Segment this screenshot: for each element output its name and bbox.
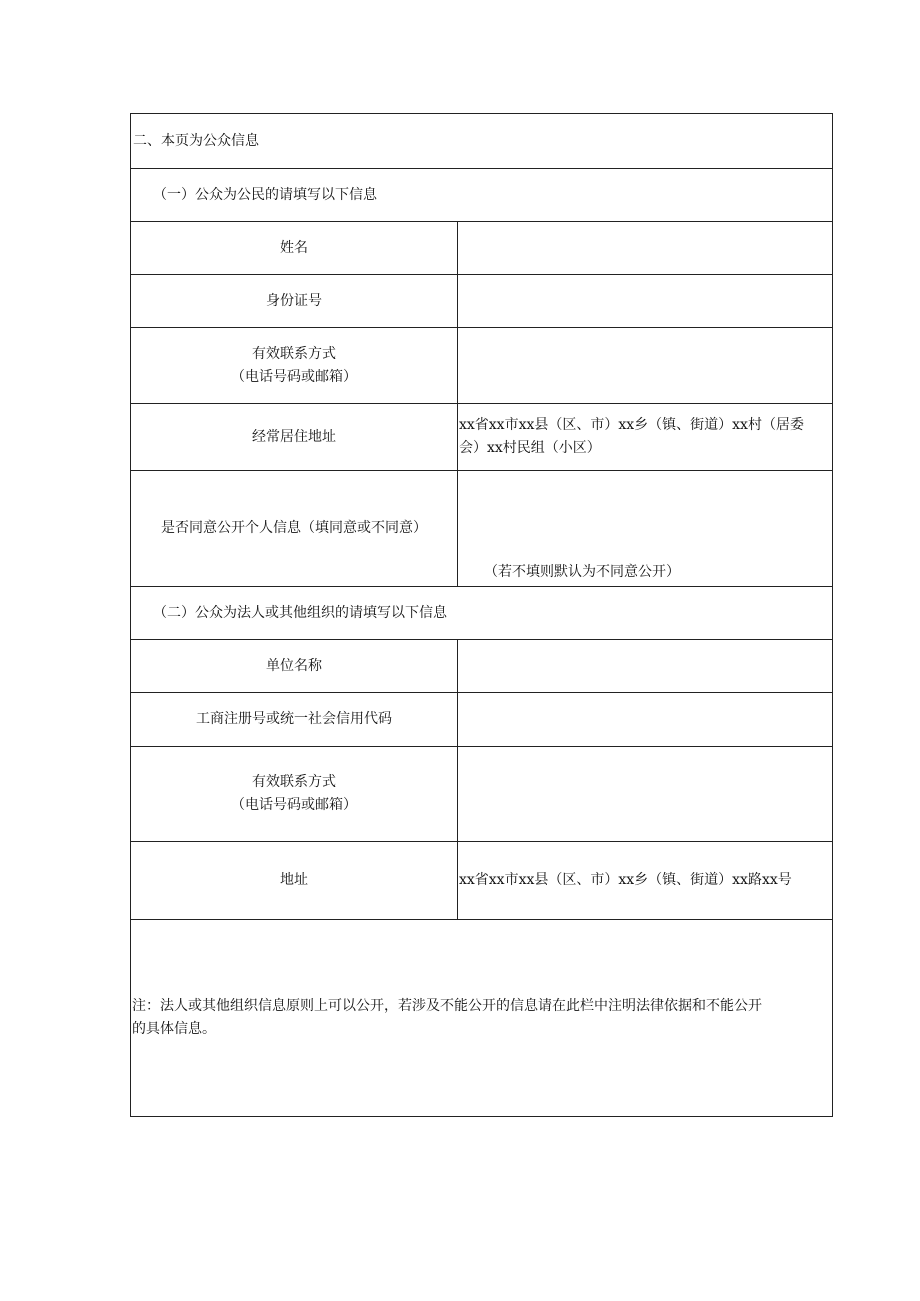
org-reg-label: 工商注册号或统一社会信用代码 xyxy=(131,693,458,747)
org-contact-row xyxy=(131,747,833,842)
org-contact-label xyxy=(131,747,458,842)
citizen-consent-hint: （若不填则默认为不同意公开） xyxy=(484,564,680,580)
citizen-consent-label: 是否同意公开个人信息（填同意或不同意） xyxy=(131,471,458,587)
citizen-consent-row xyxy=(131,471,833,587)
org-reg-row xyxy=(131,693,833,747)
citizen-address-row xyxy=(131,404,833,471)
citizen-contact-field[interactable] xyxy=(458,328,833,404)
section-title-row xyxy=(131,114,833,169)
citizen-heading-row xyxy=(131,169,833,222)
note-field[interactable] xyxy=(131,920,833,1117)
citizen-consent-field[interactable] xyxy=(458,471,833,587)
org-contact-label-line2: （电话号码或邮箱） xyxy=(231,797,357,813)
note-row xyxy=(131,920,833,1117)
citizen-address-value-line1: xx省xx市xx县（区、市）xx乡（镇、街道）xx村（居委 xyxy=(459,417,804,433)
citizen-id-field[interactable] xyxy=(458,275,833,328)
org-unit-field[interactable] xyxy=(458,640,833,693)
org-contact-label-line1: 有效联系方式 xyxy=(252,774,336,790)
citizen-name-row xyxy=(131,222,833,275)
citizen-address-value-line2: 会）xx村民组（小区） xyxy=(459,440,601,456)
citizen-id-row xyxy=(131,275,833,328)
org-address-field[interactable] xyxy=(458,842,833,920)
citizen-contact-label-line1: 有效联系方式 xyxy=(252,345,336,362)
org-heading: （二）公众为法人或其他组织的请填写以下信息 xyxy=(131,587,833,640)
citizen-address-field[interactable] xyxy=(458,404,833,471)
section-title: 二、本页为公众信息 xyxy=(131,114,833,169)
org-contact-field[interactable] xyxy=(458,747,833,842)
org-reg-field[interactable] xyxy=(458,693,833,747)
citizen-heading: （一）公众为公民的请填写以下信息 xyxy=(131,169,833,222)
org-unit-label: 单位名称 xyxy=(131,640,458,693)
note-line1: 注：法人或其他组织信息原则上可以公开，若涉及不能公开的信息请在此栏中注明法律依据和不能公开 xyxy=(132,998,762,1014)
org-heading-row xyxy=(131,587,833,640)
note-line2: 的具体信息。 xyxy=(132,1021,216,1037)
citizen-address-label: 经常居住地址 xyxy=(131,404,458,471)
citizen-contact-label xyxy=(131,328,458,404)
citizen-id-label: 身份证号 xyxy=(131,275,458,328)
citizen-contact-label-line2: （电话号码或邮箱） xyxy=(231,368,357,385)
org-address-label: 地址 xyxy=(131,842,458,920)
org-unit-row xyxy=(131,640,833,693)
org-address-value: xx省xx市xx县（区、市）xx乡（镇、街道）xx路xx号 xyxy=(459,872,792,888)
citizen-contact-row xyxy=(131,328,833,404)
public-info-form xyxy=(130,113,833,1117)
citizen-name-field[interactable] xyxy=(458,222,833,275)
citizen-name-label: 姓名 xyxy=(131,222,458,275)
org-address-row xyxy=(131,842,833,920)
